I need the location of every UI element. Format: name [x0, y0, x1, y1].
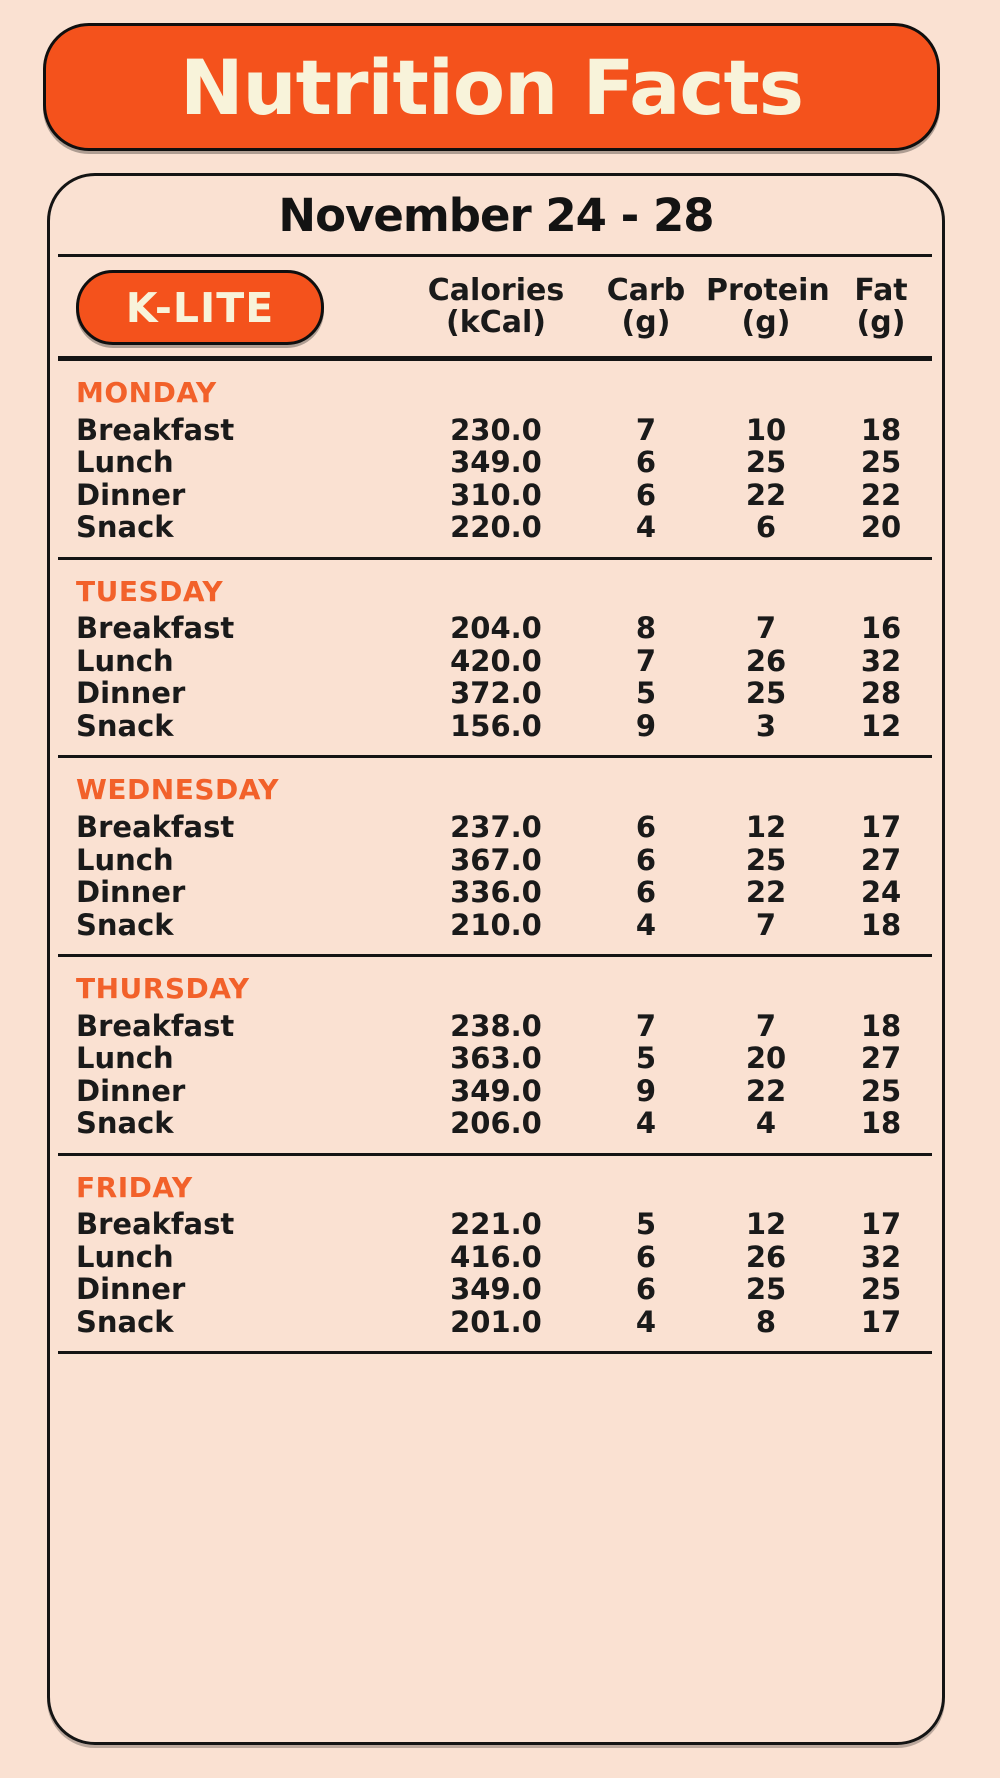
meal-fat-value: 27: [860, 842, 902, 877]
table-header-row: [50, 257, 942, 356]
meal-name: Lunch: [76, 643, 174, 678]
meal-name: Snack: [76, 1304, 174, 1339]
meal-fat-value: 18: [860, 1106, 902, 1141]
meal-protein-value: 12: [745, 1207, 787, 1242]
meal-name: Snack: [76, 907, 174, 942]
day-label: THURSDAY: [76, 972, 250, 1006]
meal-row: [50, 645, 942, 678]
column-header-carb: [586, 275, 706, 338]
meal-name: Snack: [76, 510, 174, 545]
meal-calories-value: 201.0: [450, 1304, 542, 1339]
column-header-line2: (g): [741, 304, 791, 340]
title-banner: [43, 23, 940, 151]
meal-row: [50, 612, 942, 645]
meal-row: [50, 1075, 942, 1108]
day-sections: [50, 361, 942, 1354]
meal-carb-value: 6: [635, 1239, 657, 1274]
column-header-line2: (g): [856, 304, 906, 340]
meal-carb-value: 5: [635, 676, 657, 711]
section-divider: [58, 1351, 932, 1354]
meal-fat-value: 25: [860, 445, 902, 480]
meal-protein-value: 12: [745, 810, 787, 845]
meal-carb-value: 5: [635, 1207, 657, 1242]
meal-protein-value: 3: [755, 708, 777, 743]
plan-badge: [76, 270, 324, 345]
meal-row: [50, 511, 942, 544]
meal-fat-value: 16: [860, 611, 902, 646]
column-header-fat: [826, 275, 936, 338]
meal-calories-value: 372.0: [450, 676, 542, 711]
meal-protein-value: 25: [745, 445, 787, 480]
meal-fat-value: 18: [860, 907, 902, 942]
column-header-calories: [406, 275, 586, 338]
meal-name: Breakfast: [76, 611, 235, 646]
meal-carb-value: 7: [635, 1008, 657, 1043]
meal-name: Dinner: [76, 1073, 186, 1108]
meal-name: Snack: [76, 1106, 174, 1141]
meal-fat-value: 17: [860, 1207, 902, 1242]
meal-calories-value: 363.0: [450, 1041, 542, 1076]
meal-calories-value: 349.0: [450, 1073, 542, 1108]
meal-carb-value: 9: [635, 1073, 657, 1108]
column-header-line2: (g): [621, 304, 671, 340]
meal-carb-value: 4: [635, 907, 657, 942]
meal-carb-value: 7: [635, 412, 657, 447]
day-label: FRIDAY: [76, 1170, 193, 1204]
meal-carb-value: 6: [635, 875, 657, 910]
meal-protein-value: 7: [755, 907, 777, 942]
meal-row: [50, 1010, 942, 1043]
meal-row: [50, 1241, 942, 1274]
meal-calories-value: 349.0: [450, 445, 542, 480]
meal-protein-value: 25: [745, 842, 787, 877]
meal-carb-value: 9: [635, 708, 657, 743]
column-header-line1: Fat: [854, 273, 908, 309]
day-section-monday: [50, 361, 942, 557]
meal-name: Dinner: [76, 477, 186, 512]
day-section-friday: [50, 1156, 942, 1352]
meal-name: Breakfast: [76, 1008, 235, 1043]
meal-protein-value: 25: [745, 676, 787, 711]
meal-row: [50, 1107, 942, 1140]
meal-protein-value: 8: [755, 1304, 777, 1339]
meal-fat-value: 18: [860, 412, 902, 447]
meal-carb-value: 5: [635, 1041, 657, 1076]
day-label: TUESDAY: [76, 574, 224, 608]
meal-fat-value: 20: [860, 510, 902, 545]
meal-row: [50, 1042, 942, 1075]
meal-name: Lunch: [76, 842, 174, 877]
meal-calories-value: 221.0: [450, 1207, 542, 1242]
week-range-title: November 24 - 28: [278, 189, 714, 242]
meal-protein-value: 6: [755, 510, 777, 545]
meal-carb-value: 8: [635, 611, 657, 646]
meal-row: [50, 710, 942, 743]
day-section-tuesday: [50, 560, 942, 756]
meal-carb-value: 6: [635, 842, 657, 877]
meal-calories-value: 156.0: [450, 708, 542, 743]
meal-carb-value: 4: [635, 510, 657, 545]
meal-fat-value: 12: [860, 708, 902, 743]
meal-calories-value: 206.0: [450, 1106, 542, 1141]
meal-row: [50, 446, 942, 479]
meal-carb-value: 6: [635, 477, 657, 512]
meal-protein-value: 22: [745, 875, 787, 910]
column-header-line1: Carb: [606, 273, 686, 309]
meal-calories-value: 238.0: [450, 1008, 542, 1043]
meal-protein-value: 26: [745, 643, 787, 678]
day-section-wednesday: [50, 758, 942, 954]
meal-calories-value: 204.0: [450, 611, 542, 646]
meal-fat-value: 28: [860, 676, 902, 711]
meal-name: Breakfast: [76, 1207, 235, 1242]
meal-fat-value: 25: [860, 1272, 902, 1307]
nutrition-card: [47, 173, 945, 1745]
meal-row: [50, 1208, 942, 1241]
plan-badge-label: K-LITE: [125, 283, 275, 332]
meal-name: Snack: [76, 708, 174, 743]
meal-row: [50, 1306, 942, 1339]
meal-protein-value: 25: [745, 1272, 787, 1307]
column-header-protein: [706, 273, 830, 340]
column-header-line1: Protein: [706, 273, 830, 309]
meal-fat-value: 32: [860, 643, 902, 678]
meal-carb-value: 4: [635, 1106, 657, 1141]
meal-calories-value: 220.0: [450, 510, 542, 545]
meal-protein-value: 4: [755, 1106, 777, 1141]
meal-fat-value: 24: [860, 875, 902, 910]
meal-carb-value: 6: [635, 445, 657, 480]
meal-fat-value: 17: [860, 810, 902, 845]
meal-fat-value: 32: [860, 1239, 902, 1274]
day-label: MONDAY: [76, 376, 217, 410]
meal-name: Lunch: [76, 1041, 174, 1076]
meal-row: [50, 1273, 942, 1306]
meal-row: [50, 876, 942, 909]
meal-name: Breakfast: [76, 412, 235, 447]
meal-carb-value: 6: [635, 1272, 657, 1307]
meal-calories-value: 420.0: [450, 643, 542, 678]
meal-name: Lunch: [76, 1239, 174, 1274]
meal-fat-value: 27: [860, 1041, 902, 1076]
meal-row: [50, 811, 942, 844]
meal-row: [50, 844, 942, 877]
meal-name: Breakfast: [76, 810, 235, 845]
meal-calories-value: 210.0: [450, 907, 542, 942]
meal-calories-value: 310.0: [450, 477, 542, 512]
meal-protein-value: 22: [745, 477, 787, 512]
meal-name: Dinner: [76, 676, 186, 711]
meal-fat-value: 25: [860, 1073, 902, 1108]
meal-fat-value: 18: [860, 1008, 902, 1043]
meal-name: Dinner: [76, 1272, 186, 1307]
meal-calories-value: 367.0: [450, 842, 542, 877]
page-title: Nutrition Facts: [179, 42, 804, 132]
meal-fat-value: 22: [860, 477, 902, 512]
meal-name: Dinner: [76, 875, 186, 910]
day-section-thursday: [50, 957, 942, 1153]
meal-protein-value: 10: [745, 412, 787, 447]
meal-name: Lunch: [76, 445, 174, 480]
meal-protein-value: 20: [745, 1041, 787, 1076]
meal-calories-value: 336.0: [450, 875, 542, 910]
meal-protein-value: 7: [755, 611, 777, 646]
meal-row: [50, 479, 942, 512]
meal-carb-value: 6: [635, 810, 657, 845]
meal-calories-value: 349.0: [450, 1272, 542, 1307]
plan-cell: [76, 268, 406, 345]
meal-fat-value: 17: [860, 1304, 902, 1339]
column-header-line2: (kCal): [446, 304, 546, 340]
meal-calories-value: 230.0: [450, 412, 542, 447]
meal-calories-value: 237.0: [450, 810, 542, 845]
meal-row: [50, 677, 942, 710]
meal-protein-value: 7: [755, 1008, 777, 1043]
meal-carb-value: 4: [635, 1304, 657, 1339]
meal-row: [50, 414, 942, 447]
meal-calories-value: 416.0: [450, 1239, 542, 1274]
meal-row: [50, 909, 942, 942]
column-header-line1: Calories: [427, 273, 565, 309]
day-label: WEDNESDAY: [76, 773, 279, 807]
meal-carb-value: 7: [635, 643, 657, 678]
meal-protein-value: 22: [745, 1073, 787, 1108]
meal-protein-value: 26: [745, 1239, 787, 1274]
